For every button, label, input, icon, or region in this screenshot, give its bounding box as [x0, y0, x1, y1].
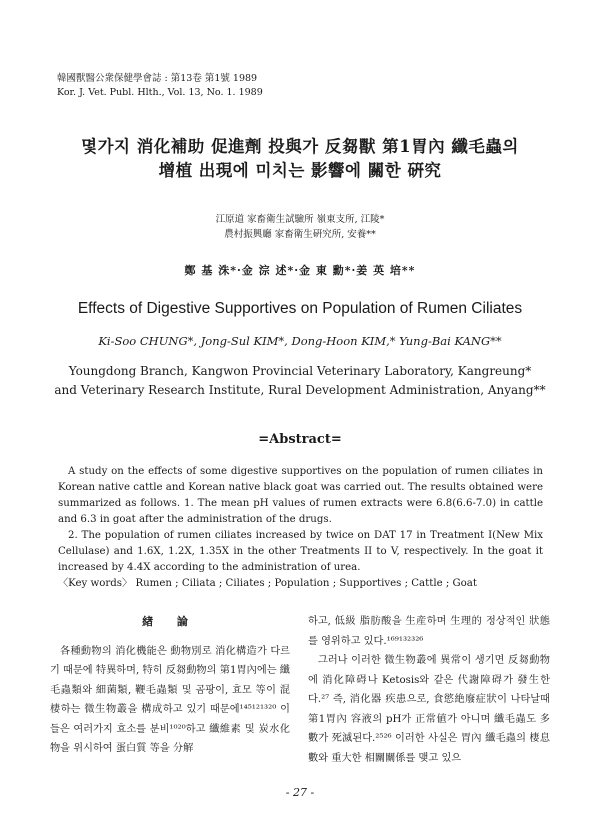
- title-english: Effects of Digestive Supportives on Population of Rumen Ciliates: [77, 300, 523, 317]
- title-korean-line2: 增植 出現에 미치는 影響에 關한 硏究: [158, 161, 442, 180]
- affiliation-korean-line2: 農村振興廳 家畜衛生硏究所, 安養**: [224, 229, 376, 240]
- affiliation-korean: [0, 212, 600, 242]
- title-korean-line1: 몇가지 消化補助 促進劑 投與가 反芻獸 第1胃內 纖毛蟲의: [81, 137, 519, 156]
- journal-citation-korean: 韓國獸醫公衆保健學會誌 : 第13卷 第1號 1989: [57, 73, 258, 84]
- authors-korean: 鄭 基 洙*·金 淙 述*·金 東 勳*·姜 英 培**: [184, 264, 416, 277]
- affiliation-english-line2: and Veterinary Research Institute, Rural Development Administration, Anyang**: [54, 383, 546, 397]
- body-left-column: [50, 612, 290, 759]
- abstract-body: [58, 464, 543, 592]
- abstract-heading: =Abstract=: [258, 432, 342, 447]
- journal-citation-english: Kor. J. Vet. Publ. Hlth., Vol. 13, No. 1. 1989: [57, 87, 263, 98]
- abstract-keywords: 〈Key words〉 Rumen ; Ciliata ; Ciliates ; Population ; Supportives ; Cattle ; Goat: [58, 578, 477, 589]
- abstract-paragraph-1: A study on the effects of some digestive supportives on the population of rumen ciliates in Korean native cattle and Korean native black goat was carried out. The results obtained were summarized as follows. 1. The mean pH values of rumen extracts were 6.8(6.6-7.0) in cattle and 6.3 in goat after the administration of the drugs.: [58, 466, 543, 525]
- affiliation-korean-line1: 江原道 家畜衛生試驗所 嶺東支所, 江陵*: [215, 214, 385, 225]
- body-right-paragraph-2: 그러나 이러한 微生物叢에 異常이 생기면 反芻動物에 消化障碍나 Ketosis와 같은 代謝障碍가 發生한다.²⁷ 즉, 消化器 疾患으로, 食慾絶廢症狀이 나타날때 第1胃內 容液의 pH가 正常値가 아니며 纖毛蟲도 多數가 死滅된다.²⁵²⁶ 이러한 사실은 胃內 纖毛蟲의 棲息數와 重大한 相關關係를 맺고 있으: [308, 655, 550, 764]
- authors-english: Ki-Soo CHUNG*, Jong-Sul KIM*, Dong-Hoon KIM,* Yung-Bai KANG**: [98, 334, 502, 348]
- body-right-column: [308, 612, 550, 768]
- abstract-paragraph-2: 2. The population of rumen ciliates increased by twice on DAT 17 in Treatment I(New Mix Cellulase) and 1.6X, 1.2X, 1.35X in the other Treatments II to V, respectively. In the goat it increased by 4.4X according to the administration of urea.: [58, 530, 543, 573]
- journal-citation: [57, 72, 263, 100]
- body-left-paragraph: 各種動物의 消化機能은 動物別로 消化構造가 다르기 때문에 特異하며, 特히 反芻動物의 第1胃內에는 纖毛蟲類와 細菌類, 鞭毛蟲類 및 곰팡이, 효모 等이 混棲하는 微生物叢을 構成하고 있기 때문에¹⁴⁵¹²¹³²⁰ 이들은 여러가지 효소를 분비¹⁰²⁰하고 纖維素 및 炭水化物을 위시하여 蛋白質 等을 分解: [50, 645, 290, 754]
- title-korean: [0, 135, 600, 183]
- affiliation-english-line1: Youngdong Branch, Kangwon Provincial Veterinary Laboratory, Kangreung*: [68, 364, 532, 378]
- section-heading-introduction: 緖 論: [142, 615, 198, 628]
- affiliation-english: [0, 362, 600, 400]
- body-right-paragraph-1: 하고, 低級 脂肪酸을 生産하며 生理的 정상적인 狀態를 영위하고 있다.¹⁶⁹¹³²³²⁶: [308, 616, 550, 647]
- page-number: - 27 -: [285, 786, 315, 799]
